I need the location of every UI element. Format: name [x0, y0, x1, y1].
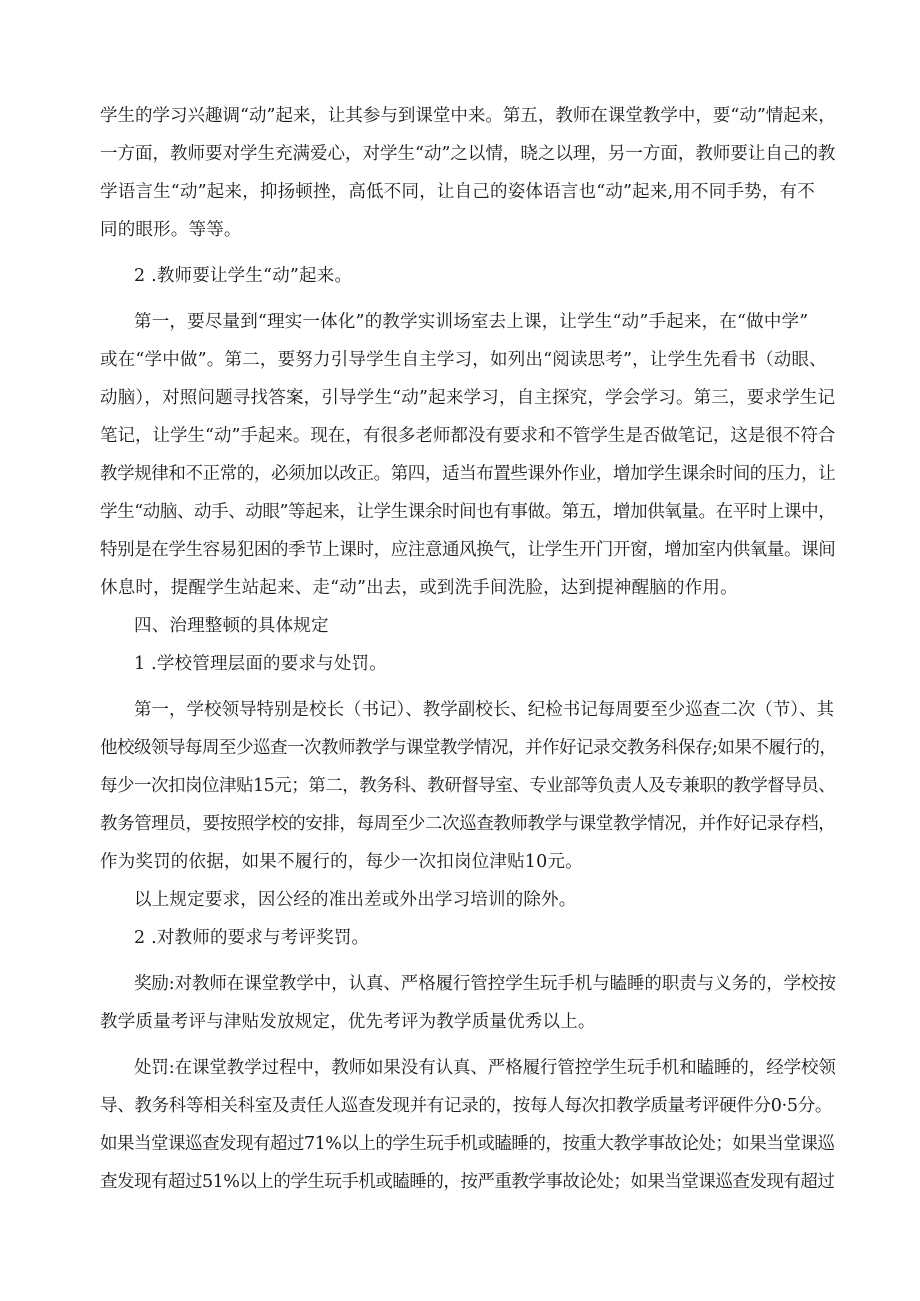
text-line: 休息时，提醒学生站起来、走“动”出去，或到洗手间洗脸，达到提神醒脑的作用。 — [100, 578, 738, 598]
text-line: 查发现有超过51%以上的学生玩手机或瞌睡的，按严重教学事故论处；如果当堂课巡查发现有超过 — [100, 1172, 835, 1192]
text-line: 学生“动脑、动手、动眼”等起来，让学生课余时间也有事做。第五，增加供氧量。在平时上课中， — [100, 502, 836, 522]
text-line: 他校级领导每周至少巡查一次教师教学与课堂教学情况，并作好记录交教务科保存;如果不履行的， — [100, 738, 837, 758]
text-line: 第一，学校领导特别是校长（书记）、教学副校长、纪检书记每周要至少巡查二次（节）、其 — [134, 700, 834, 720]
text-line: 第一，要尽量到“理实一体化”的教学实训场室去上课，让学生“动”手起来，在“做中学” — [134, 312, 809, 332]
text-line: 一方面，教师要对学生充满爱心，对学生“动”之以情，晓之以理，另一方面，教师要让自己的教 — [100, 144, 836, 164]
text-line: 教学质量考评与津贴发放规定，优先考评为教学质量优秀以上。 — [100, 1012, 596, 1032]
text-line: 特别是在学生容易犯困的季节上课时，应注意通风换气，让学生开门开窗，增加室内供氧量。课间 — [100, 540, 836, 560]
text-line: 学语言生“动”起来，抑扬顿挫，高低不同，让自己的姿体语言也“动”起来,用不同手势，有不 — [100, 182, 815, 202]
section-heading: 1 .学校管理层面的要求与处罚。 — [134, 654, 387, 674]
text-line: 每少一次扣岗位津贴15元；第二，教务科、教研督导室、专业部等负责人及专兼职的教学督导员、 — [100, 776, 836, 796]
section-heading: 2 .对教师的要求与考评奖罚。 — [134, 928, 370, 948]
text-line: 动脑），对照问题寻找答案，引导学生“动”起来学习，自主探究，学会学习。第三，要求学生记 — [100, 388, 836, 408]
text-line: 学生的学习兴趣调“动”起来，让其参与到课堂中来。第五，教师在课堂教学中，要“动”情起来， — [100, 106, 836, 126]
text-line: 笔记，让学生“动”手起来。现在，有很多老师都没有要求和不管学生是否做笔记，这是很不符合 — [100, 426, 836, 446]
section-heading: 2 .教师要让学生“动”起来。 — [134, 266, 353, 286]
text-line: 奖励:对教师在课堂教学中，认真、严格履行管控学生玩手机与瞌睡的职责与义务的，学校按 — [134, 974, 836, 994]
text-line: 以上规定要求，因公经的准出差或外出学习培训的除外。 — [134, 890, 577, 910]
text-line: 如果当堂课巡查发现有超过71%以上的学生玩手机或瞌睡的，按重大教学事故论处；如果当堂课巡 — [100, 1134, 835, 1154]
text-line: 导、教务科等相关科室及责任人巡查发现并有记录的，按每人每次扣教学质量考评硬件分0·5分。 — [100, 1096, 833, 1116]
text-line: 同的眼形。等等。 — [100, 220, 242, 240]
text-line: 作为奖罚的依据，如果不履行的，每少一次扣岗位津贴10元。 — [100, 852, 583, 872]
text-line: 教学规律和不正常的，必须加以改正。第四，适当布置些课外作业，增加学生课余时间的压力，让 — [100, 464, 836, 484]
text-line: 教务管理员，要按照学校的安排，每周至少二次巡查教师教学与课堂教学情况，并作好记录存档， — [100, 814, 836, 834]
text-line: 处罚:在课堂教学过程中，教师如果没有认真、严格履行管控学生玩手机和瞌睡的，经学校领 — [134, 1058, 836, 1078]
section-heading: 四、治理整顿的具体规定 — [134, 616, 329, 636]
text-line: 或在“学中做”。第二，要努力引导学生自主学习，如列出“阅读思考”，让学生先看书（动眼、 — [100, 350, 827, 370]
